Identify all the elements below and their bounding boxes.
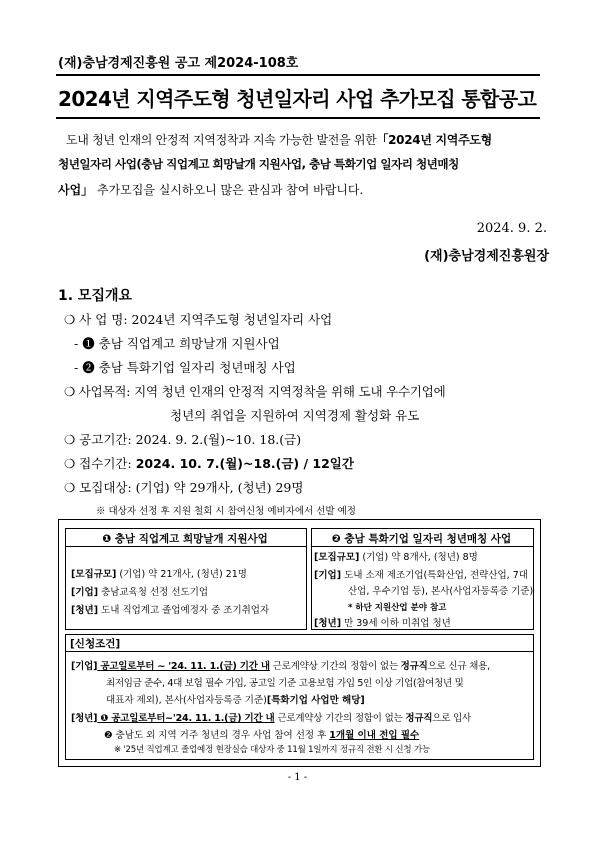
right-youth-label: [청년] bbox=[314, 618, 342, 629]
left-box-title: ❶ 충남 직업계고 희망날개 지원사업 bbox=[102, 533, 268, 545]
cond-company-line-1 bbox=[71, 658, 490, 672]
cond-youth-text: 근로계약상 기간의 정함이 없는 bbox=[274, 713, 406, 724]
right-scale-label: [모집규모] bbox=[314, 552, 360, 563]
cond-youth-text-end: 으로 입사 bbox=[432, 713, 472, 724]
issuer: (재)충남경제진흥원장 bbox=[424, 249, 549, 264]
notice-period: ❍ 공고기간: 2024. 9. 2.(월)~10. 18.(금) bbox=[64, 432, 302, 447]
intro-bold-end: 사업」 bbox=[58, 183, 94, 197]
cond-company-special: [특화기업 사업만 해당] bbox=[266, 695, 365, 706]
purpose-line-2: 청년의 취업을 지원하여 지역경제 활성화 유도 bbox=[170, 408, 420, 423]
cond-company-line-3 bbox=[106, 692, 365, 706]
conditions-divider bbox=[65, 651, 533, 652]
right-box-divider bbox=[311, 546, 533, 547]
right-company-row bbox=[314, 567, 528, 581]
right-scale-text: (기업) 약 8개사, (청년) 8명 bbox=[359, 552, 478, 563]
page-number: - 1 - bbox=[287, 772, 308, 783]
right-company-label: [기업] bbox=[314, 570, 342, 581]
cond-company-regular: 정규직 bbox=[400, 661, 428, 672]
cond-company-hq: 대표자 제외), 본사(사업자등록증 기준) bbox=[106, 695, 267, 706]
right-scale-row bbox=[314, 549, 478, 563]
cond-youth-move-in: 1개월 이내 전입 필수 bbox=[329, 730, 420, 741]
target-note: ※ 대상자 선정 후 지원 철회 시 참여신청 예비자에서 선발 예정 bbox=[96, 506, 356, 517]
purpose-line-1: ❍ 사업목적: 지역 청년 인재의 안정적 지역정착을 위해 도내 우수기업에 bbox=[64, 384, 446, 399]
intro-text: 도내 청년 인재의 안정적 지역정착과 지속 가능한 발전을 위한 bbox=[66, 133, 377, 147]
cond-youth-line-2 bbox=[104, 727, 419, 741]
cond-youth-regular: 정규직 bbox=[405, 713, 433, 724]
project-name: ❍ 사 업 명: 2024년 지역주도형 청년일자리 사업 bbox=[64, 312, 333, 327]
project-sub-2: - ❷ 충남 특화기업 일자리 청년매칭 사업 bbox=[74, 360, 296, 375]
project-sub-1: - ❶ 충남 직업계고 희망날개 지원사업 bbox=[74, 336, 280, 351]
cond-company-text-end: 으로 신규 채용, bbox=[427, 661, 490, 672]
left-company-row bbox=[71, 584, 208, 598]
intro-line-3 bbox=[58, 181, 363, 198]
right-company-text: 도내 소재 제조기업(특화산업, 전략산업, 7대 bbox=[341, 570, 528, 581]
right-youth-row bbox=[314, 615, 451, 629]
left-company-label: [기업] bbox=[71, 587, 99, 598]
title-rule-top bbox=[56, 74, 540, 76]
cond-youth-note: ※ '25년 직업계고 졸업예정 현장실습 대상자 중 11월 1일까지 정규직 전환 시 신청 가능 bbox=[114, 745, 430, 755]
left-scale-label: [모집규모] bbox=[71, 569, 117, 580]
recruit-target: ❍ 모집대상: (기업) 약 29개사, (청년) 29명 bbox=[64, 480, 304, 495]
cond-youth-label: [청년] bbox=[71, 713, 98, 724]
notice-number: (재)충남경제진흥원 공고 제2024-108호 bbox=[58, 56, 299, 71]
intro-bold: 「2024년 지역주도형 bbox=[376, 133, 492, 147]
right-box-title: ❷ 충남 특화기업 일자리 청년매칭 사업 bbox=[331, 533, 512, 545]
intro-line-2: 청년일자리 사업(충남 직업계고 희망날개 지원사업, 충남 특화기업 일자리 청년매칭 bbox=[58, 157, 459, 171]
notice-date: 2024. 9. 2. bbox=[476, 221, 547, 236]
right-company-line-2: 산업, 우수기업 등), 본사(사업자등록증 기준) bbox=[348, 586, 534, 597]
cond-company-text: 근로계약상 기간의 정함이 없는 bbox=[269, 661, 401, 672]
left-youth-row bbox=[71, 602, 269, 616]
section-heading: 1. 모집개요 bbox=[58, 288, 133, 304]
intro-line-1 bbox=[66, 131, 492, 148]
left-scale-text: (기업) 약 21개사, (청년) 21명 bbox=[116, 569, 247, 580]
receipt-period bbox=[64, 454, 354, 472]
cond-youth-residence: ❷ 충남도 외 지역 거주 청년의 경우 사업 참여 선정 후 bbox=[104, 730, 330, 741]
left-youth-text: 도내 직업계고 졸업예정자 중 조기취업자 bbox=[98, 605, 270, 616]
cond-company-label: [기업] bbox=[71, 661, 98, 672]
conditions-title: [신청조건] bbox=[70, 638, 121, 650]
cond-youth-line-1 bbox=[71, 710, 471, 724]
intro-text-end: 추가모집을 실시하오니 많은 관심과 참여 바랍니다. bbox=[93, 183, 364, 197]
cond-company-period: 공고일로부터 ~ '24. 11. 1.(금) 기간 내 bbox=[97, 661, 270, 672]
cond-company-line-2: 최저임금 준수, 4대 보험 필수 가입, 공고일 기준 고용보험 가입 5인 이상 기업(참여청년 및 bbox=[106, 678, 464, 689]
receipt-label: ❍ 접수기간: bbox=[64, 456, 132, 471]
left-box-divider bbox=[65, 546, 306, 547]
left-youth-label: [청년] bbox=[71, 605, 99, 616]
receipt-value: 2024. 10. 7.(월)~18.(금) / 12일간 bbox=[135, 456, 354, 471]
right-youth-text: 만 39세 이하 미취업 청년 bbox=[341, 618, 451, 629]
cond-youth-period: ❶ 공고일로부터~'24. 11. 1.(금) 기간 내 bbox=[97, 713, 275, 724]
title-rule-bottom bbox=[56, 117, 540, 119]
left-scale-row bbox=[71, 566, 247, 580]
left-company-text: 충남교육청 선정 선도기업 bbox=[98, 587, 209, 598]
right-company-note: * 하단 지원산업 분야 참고 bbox=[348, 603, 447, 613]
page-title: 2024년 지역주도형 청년일자리 사업 추가모집 통합공고 bbox=[58, 87, 537, 111]
